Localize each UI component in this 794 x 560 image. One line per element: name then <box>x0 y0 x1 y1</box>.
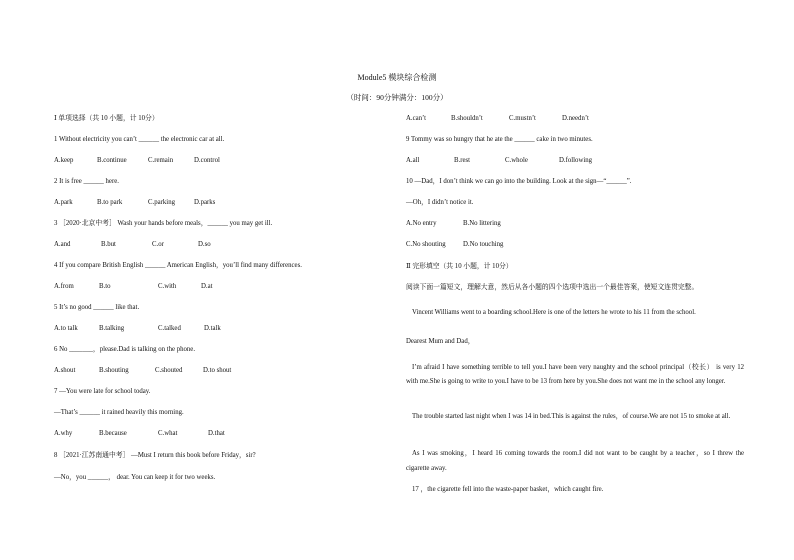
option: D.parks <box>194 199 216 206</box>
question-4-options <box>54 283 213 291</box>
option: B.because <box>99 430 127 437</box>
option: D.talk <box>204 325 221 332</box>
option: B.but <box>101 241 116 248</box>
question-6-options <box>54 367 231 375</box>
option: B.rest <box>454 157 471 164</box>
option: C.shouted <box>155 367 183 374</box>
question-8-response: —No，you ______， dear. You can keep it for two weeks. <box>54 474 216 481</box>
option: C.mustn’t <box>509 115 536 122</box>
option: D.No touching <box>463 241 504 248</box>
cloze-paragraph-5: 17 ，the cigarette fell into the waste-paper basket，which caught fire. <box>412 486 604 493</box>
cloze-paragraph-3: The trouble started last night when I was 14 in bed.This is against the rules，of course.We are not 15 to smoke at all. <box>412 413 731 420</box>
section-heading-cloze: Ⅱ 完形填空（共 10 小题，计 10分） <box>406 263 513 270</box>
question-10-response: —Oh，I didn’t notice it. <box>406 199 474 206</box>
option: D.following <box>559 157 593 164</box>
option: B.to <box>99 283 111 290</box>
question-1-options <box>54 157 220 165</box>
question-6: 6 No _______，please.Dad is talking on the phone. <box>54 346 196 353</box>
option: A.all <box>406 157 420 164</box>
option: A.and <box>54 241 71 248</box>
option: A.from <box>54 283 74 290</box>
page-subtitle: （时间：90分钟满分：100分） <box>346 93 448 102</box>
page-title: Module5 模块综合检测 <box>357 73 437 82</box>
cloze-paragraph-4: As I was smoking，I heard 16 coming towards the room.I did not want to be caught by a teacher，so I threw the cigarette away. <box>406 450 744 472</box>
cloze-paragraph-1: Vincent Williams went to a boarding school.Here is one of the letters he wrote to his 11 from the school. <box>412 309 696 316</box>
option: D.at <box>201 283 213 290</box>
option: D.needn’t <box>562 115 589 122</box>
option: C.what <box>158 430 178 437</box>
question-1: 1 Without electricity you can’t ______ the electronic car at all. <box>54 136 225 143</box>
option: B.continue <box>97 157 127 164</box>
option: C.remain <box>148 157 174 164</box>
question-10-options-row-2 <box>406 241 503 249</box>
option: A.why <box>54 430 73 437</box>
option: A.park <box>54 199 73 206</box>
question-2: 2 It is free ______ here. <box>54 178 119 185</box>
cloze-instruction: 阅读下面一篇短文，理解大意，然后从各小题的四个选项中选出一个最佳答案，使短文连贯完整。 <box>406 284 699 291</box>
option: C.whole <box>505 157 528 164</box>
question-3: 3 ［2020·北京中考］ Wash your hands before meals，______ you may get ill. <box>54 220 273 227</box>
option: A.shout <box>54 367 76 374</box>
question-10-prompt: 10 —Dad，I don’t think we can go into the building. Look at the sign—“______”. <box>406 178 632 185</box>
option: C.with <box>158 283 177 290</box>
option: C.No shouting <box>406 241 446 248</box>
question-7-options <box>54 430 225 438</box>
section-heading-multiple-choice: Ⅰ 单项选择（共 10 小题，计 10分） <box>54 115 159 122</box>
option: D.control <box>194 157 220 164</box>
option: A.No entry <box>406 220 437 227</box>
option: D.so <box>198 241 211 248</box>
option: D.that <box>208 430 225 437</box>
question-7-prompt: 7 —You were late for school today. <box>54 388 151 395</box>
option: C.or <box>152 241 164 248</box>
question-10-options-row-1 <box>406 220 501 228</box>
option: A.keep <box>54 157 74 164</box>
option: A.can’t <box>406 115 427 122</box>
question-8-prompt: 8 ［2021·江苏南通中考］ —Must I return this book before Friday，sir? <box>54 452 256 459</box>
letter-greeting: Dearest Mum and Dad， <box>406 338 475 345</box>
question-3-options <box>54 241 211 249</box>
question-8-options <box>406 115 589 123</box>
option: B.talking <box>99 325 125 332</box>
option: B.shouldn’t <box>451 115 483 122</box>
cloze-paragraph-2: I’m afraid I have something terrible to tell you.I have been very naughty and the school principal（校长） is very 12 with me.She is going to write to you.I have to be 13 from here by you.She does not want me in the school any longer. <box>406 364 744 385</box>
option: A.to talk <box>54 325 78 332</box>
option: B.shouting <box>99 367 129 374</box>
question-9: 9 Tommy was so hungry that he ate the ______ cake in two minutes. <box>406 136 593 143</box>
question-4: 4 If you compare British English ______ American English，you’ll find many differences. <box>54 262 302 269</box>
option: D.to shout <box>203 367 232 374</box>
option: B.to park <box>97 199 123 206</box>
question-2-options <box>54 199 215 207</box>
question-5-options <box>54 325 221 333</box>
option: C.talked <box>158 325 181 332</box>
question-9-options <box>406 157 592 165</box>
question-7-response: —That’s ______ it rained heavily this morning. <box>54 409 184 416</box>
option: C.parking <box>148 199 175 206</box>
question-5: 5 It’s no good ______ like that. <box>54 304 140 311</box>
option: B.No littering <box>463 220 501 227</box>
